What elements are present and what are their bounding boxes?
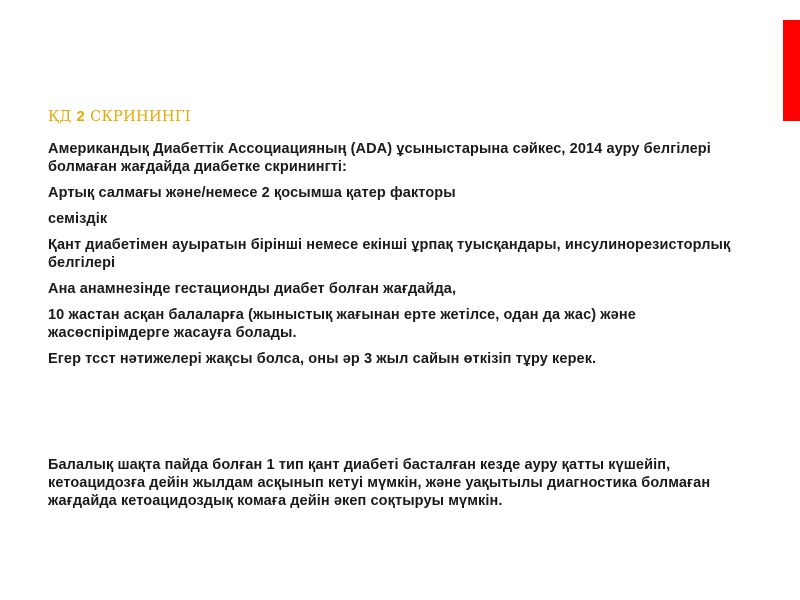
- paragraph-repeat-interval: Егер тсст нәтижелері жақсы болса, оны әр 3 жыл сайын өткізіп тұру керек.: [48, 351, 597, 367]
- paragraph-obesity: семіздік: [48, 211, 108, 227]
- slide-title-prefix: ҚД: [48, 109, 77, 125]
- slide-title-suffix: СКРИНИНГІ: [85, 109, 191, 125]
- paragraph-age-criteria: 10 жастан асқан балаларға (жыныстық жағынан ерте жетілсе, одан да жас) және жасөспірімдерге жасауға болады.: [48, 307, 636, 341]
- paragraph-overweight-risk: Артық салмағы және/немесе 2 қосымша қатер факторы: [48, 185, 456, 201]
- paragraph-ada-recommendation: Американдық Диабеттік Ассоциацияның (ADA) ұсыныстарына сәйкес, 2014 ауру белгілері болмаған жағдайда диабетке скринингті:: [48, 141, 711, 175]
- slide-title: [48, 108, 191, 125]
- slide-body: [48, 140, 738, 518]
- paragraph-childhood-type1: Балалық шақта пайда болған 1 тип қант диабеті басталған кезде ауру қатты күшейіп, кетоацидозға дейін жылдам асқынып кетуі мүмкін, және уақытылы диагностика болмаған жағдайда кетоацидоздық комаға дейін әкеп соқтыруы мүмкін.: [48, 457, 711, 509]
- red-accent-bar: [783, 20, 800, 121]
- paragraph-gestational-diabetes: Ана анамнезінде гестационды диабет болған жағдайда,: [48, 281, 457, 297]
- slide-title-number: 2: [76, 108, 86, 125]
- paragraph-relatives: Қант диабетімен ауыратын бірінші немесе екінші ұрпақ туысқандары, инсулинорезисторлық белгілері: [48, 237, 731, 271]
